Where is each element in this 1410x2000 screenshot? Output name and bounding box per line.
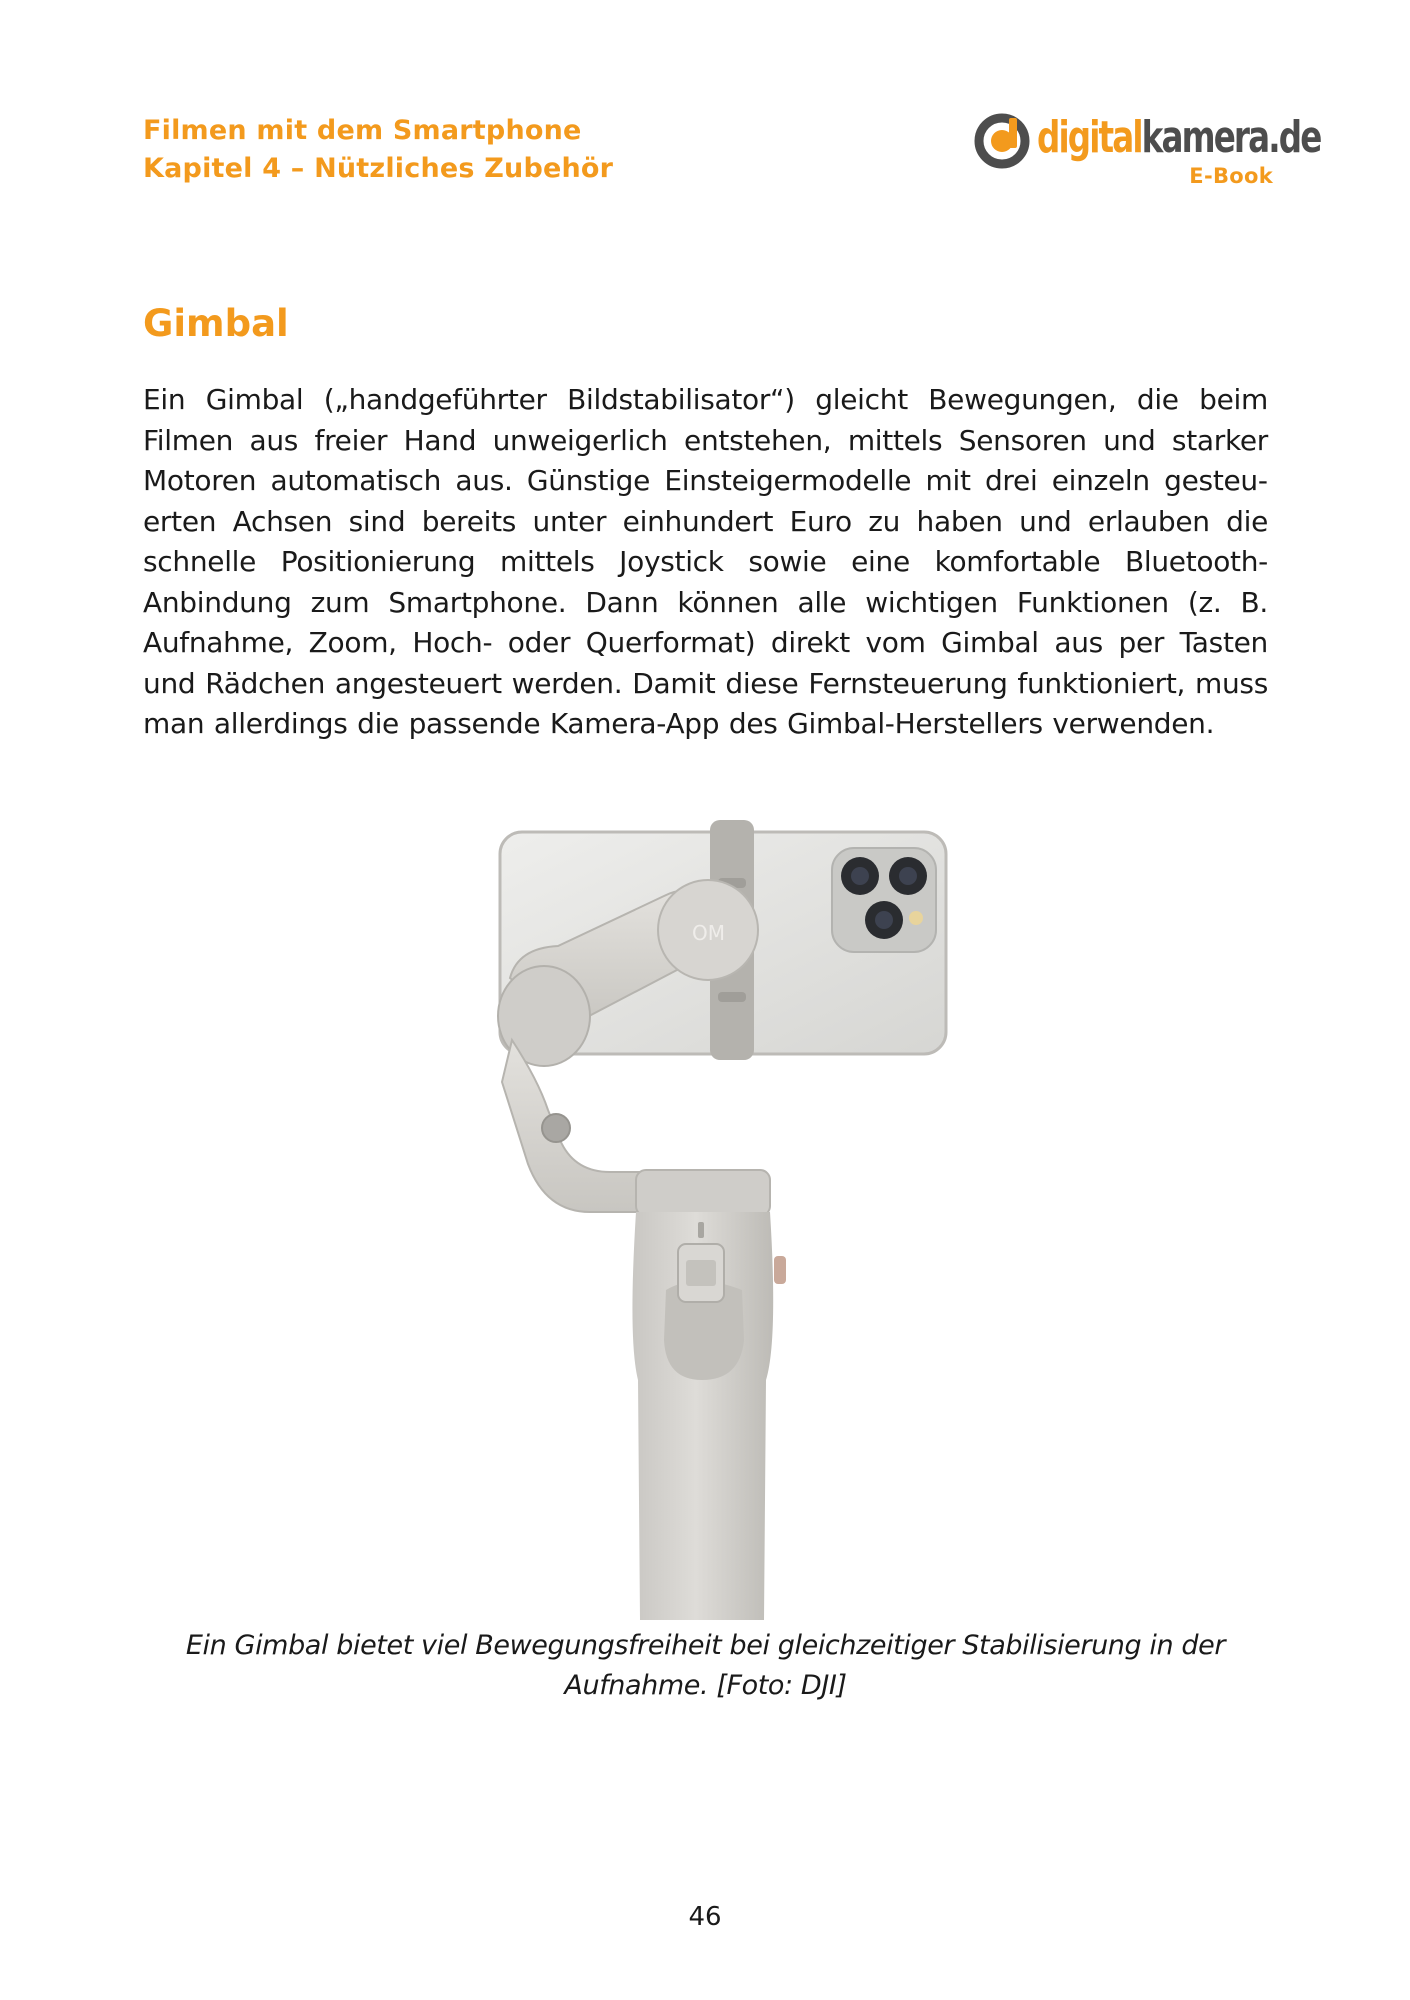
publisher-logo	[973, 110, 1321, 192]
gimbal-photo	[440, 820, 960, 1620]
om-brand-label: OM	[692, 921, 725, 945]
logo-wordmark-digital: digital	[1037, 112, 1142, 163]
figure-caption: Ein Gimbal bietet viel Bewegungsfreiheit bei gleichzeitiger Stabilisierung in der Aufnahme. [Foto: DJI]	[185, 1630, 1226, 1701]
logo-wordmark	[1037, 108, 1320, 168]
document-header	[143, 112, 613, 188]
book-title: Filmen mit dem Smartphone	[143, 115, 582, 146]
logo-ebook-label: E-Book	[1189, 164, 1273, 188]
body-paragraph: Ein Gimbal („handgeführter Bildstabilisator“) gleicht Bewegungen, die beim Filmen aus freier Hand unweigerlich entstehen, mittels Sensoren und starker Motoren automatisch aus. Günstige Einsteigermodelle mit drei einzeln gesteuerten Achsen sind bereits unter einhundert Euro zu haben und erlauben die schnelle Positionierung mittels Joystick sowie eine komfortable Bluetooth-Anbindung zum Smartphone. Dann können alle wichtigen Funktionen (z. B. Aufnahme, Zoom, Hoch- oder Querformat) direkt vom Gimbal aus per Tasten und Rädchen angesteuert werden. Damit diese Fernsteuerung funktioniert, muss man allerdings die passende Kamera-App des Gimbal-Herstellers verwenden.	[143, 383, 1268, 740]
section-title: Gimbal	[143, 302, 289, 345]
page-number: 46	[688, 1902, 722, 1932]
chapter-title: Kapitel 4 – Nützliches Zubehör	[143, 153, 614, 184]
logo-wordmark-kamera: kamera.de	[1141, 112, 1321, 163]
logo-ring-icon	[973, 112, 1031, 170]
